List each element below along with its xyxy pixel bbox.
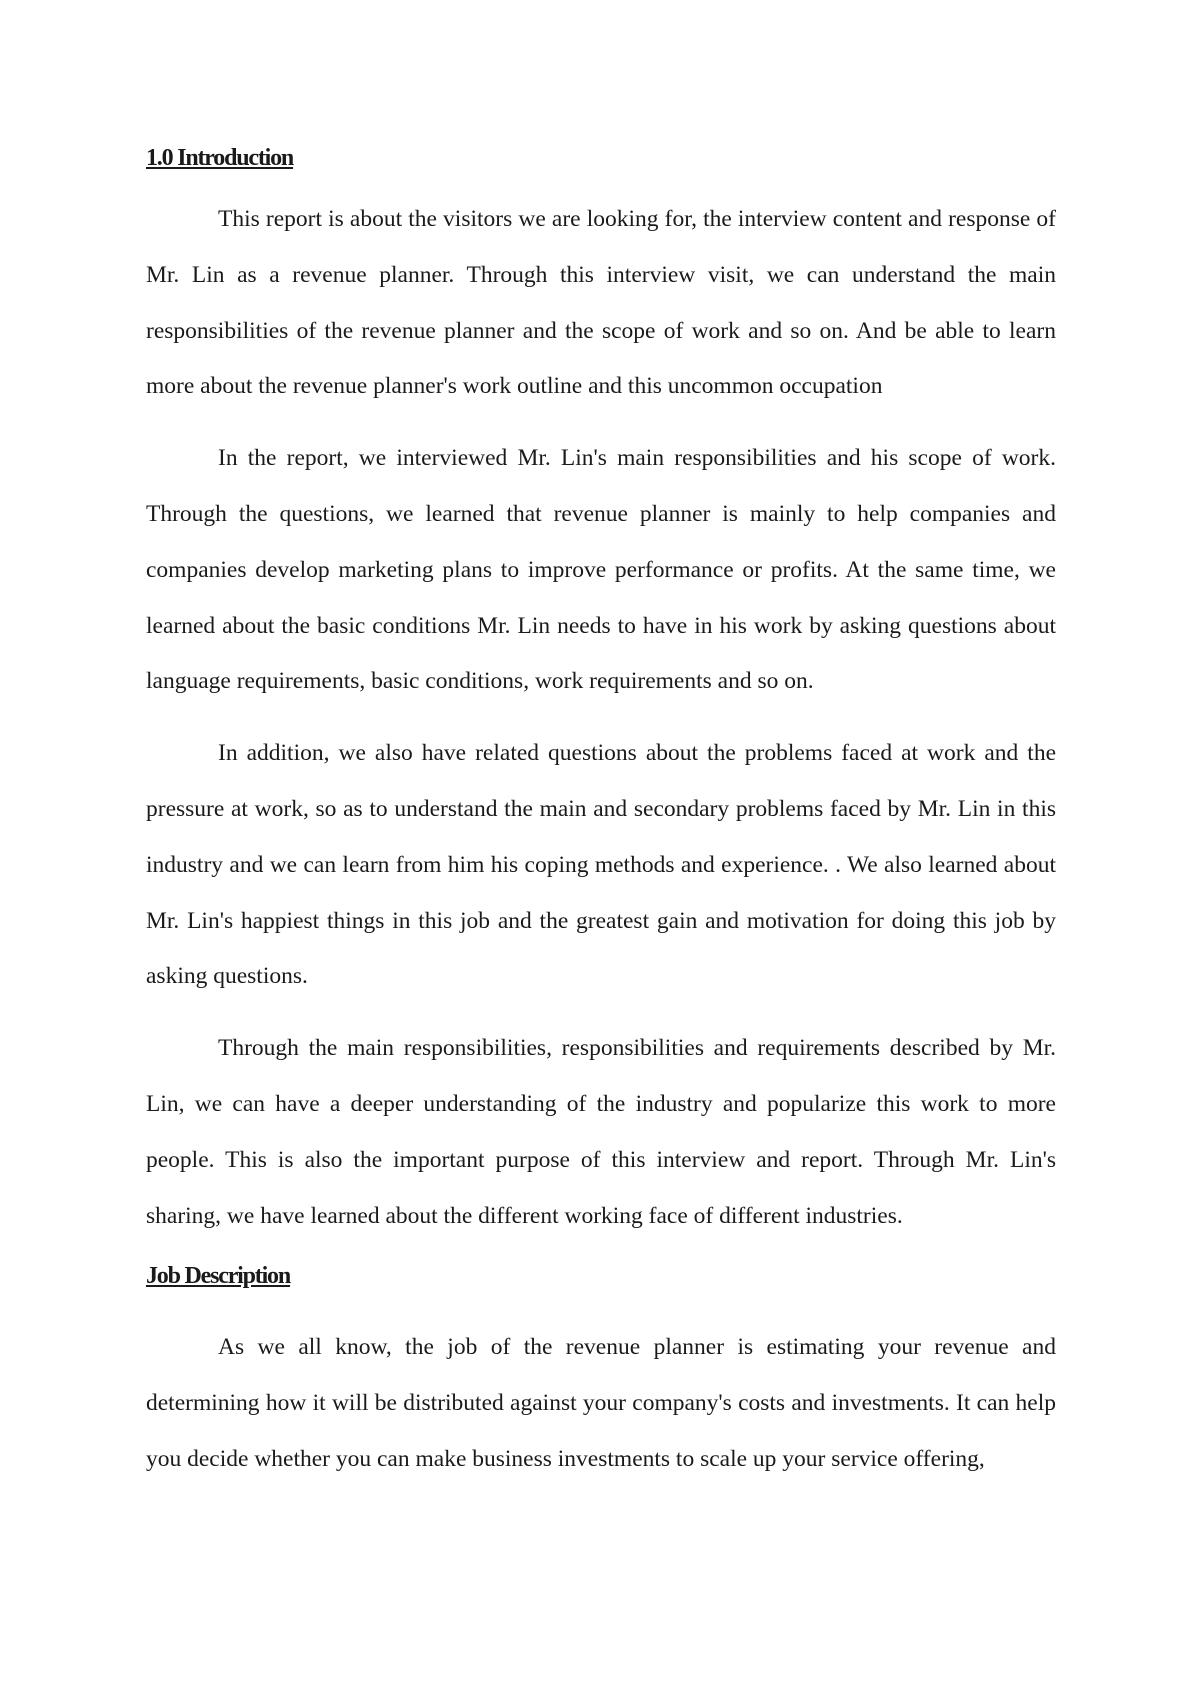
- job-description-paragraph-1: As we all know, the job of the revenue planner is estimating your revenue and determining how it will be distributed against your company's costs and investments. It can help you decide whether you can make business investments to scale up your service offering,: [146, 1334, 1056, 1472]
- section-heading-introduction: 1.0 Introduction: [146, 145, 294, 171]
- intro-paragraph-1: This report is about the visitors we are looking for, the interview content and response of Mr. Lin as a revenue planner. Through this interview visit, we can understand the main responsibilities of the revenue planner and the scope of work and so on. And be able to learn more about the revenue planner's work outline and this uncommon occupation: [146, 206, 1056, 400]
- document-page: [146, 140, 1056, 1488]
- intro-paragraph-3: In addition, we also have related questions about the problems faced at work and the pressure at work, so as to understand the main and secondary problems faced by Mr. Lin in this industry and we can learn from him his coping methods and experience. . We also learned about Mr. Lin's happiest things in this job and the greatest gain and motivation for doing this job by asking questions.: [146, 740, 1056, 990]
- intro-paragraph-2: In the report, we interviewed Mr. Lin's main responsibilities and his scope of work. Through the questions, we learned that revenue planner is mainly to help companies and companies develop marketing plans to improve performance or profits. At the same time, we learned about the basic conditions Mr. Lin needs to have in his work by asking questions about language requirements, basic conditions, work requirements and so on.: [146, 445, 1056, 695]
- section-heading-job-description: Job Description: [146, 1263, 291, 1290]
- intro-paragraph-4: Through the main responsibilities, responsibilities and requirements described by Mr. Lin, we can have a deeper understanding of the industry and popularize this work to more people. This is also the important purpose of this interview and report. Through Mr. Lin's sharing, we have learned about the different working face of different industries.: [146, 1035, 1056, 1229]
